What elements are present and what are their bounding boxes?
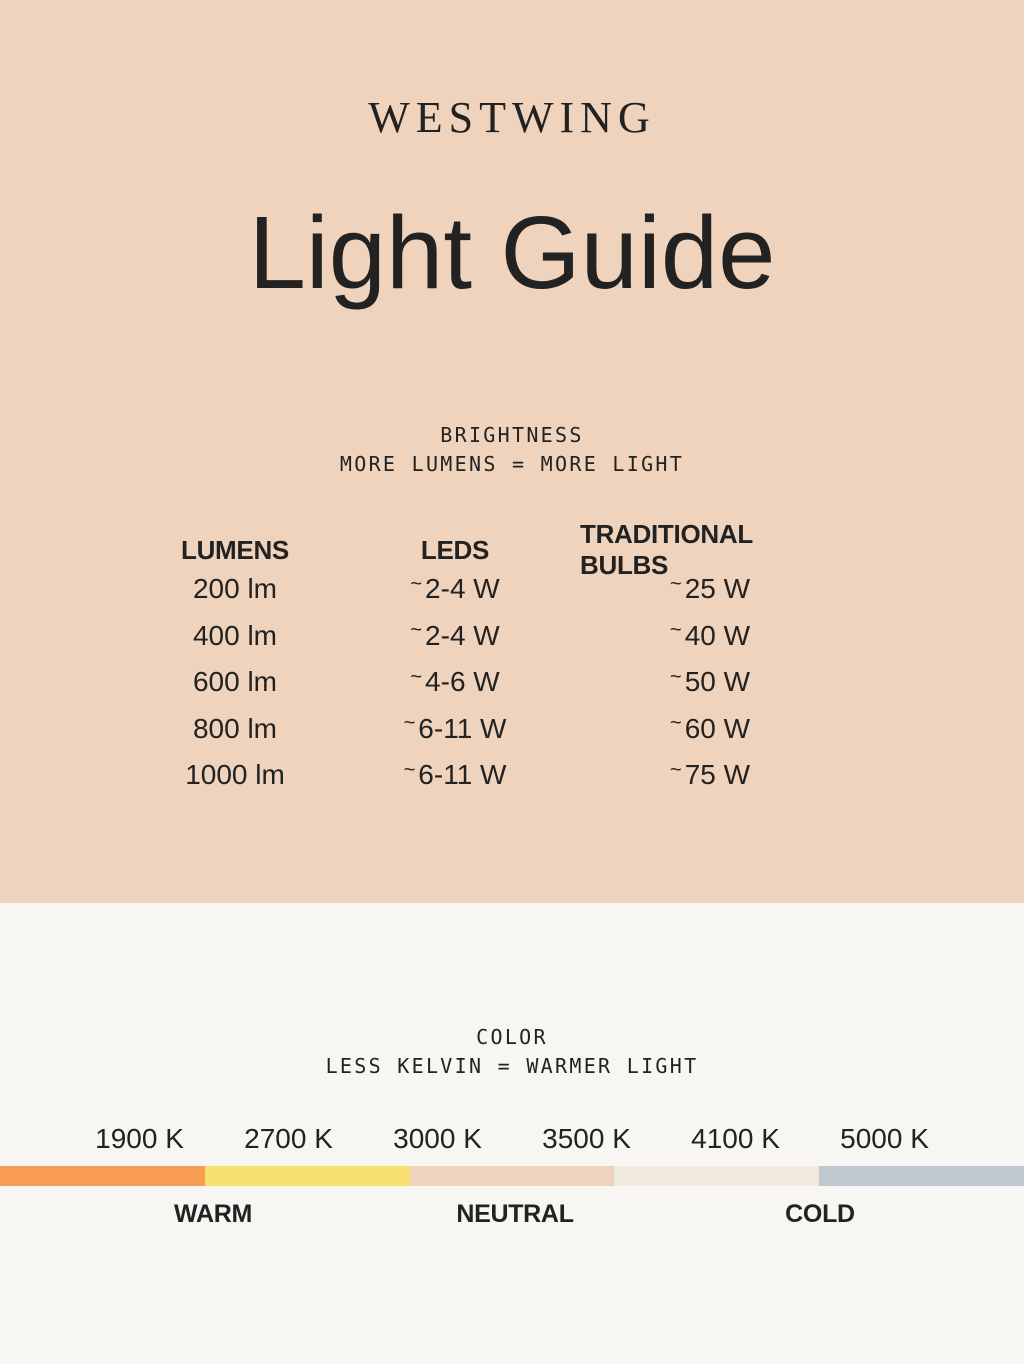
table-row	[140, 752, 840, 799]
approx-symbol: ~	[403, 712, 416, 735]
table-row	[140, 706, 840, 753]
scale-segment-cream	[614, 1166, 819, 1186]
scale-segment-cold-gray	[819, 1166, 1024, 1186]
kelvin-labels	[0, 1123, 1024, 1155]
column-header-lumens: LUMENS	[181, 534, 289, 565]
lumens-value: 200 lm	[192, 573, 278, 605]
approx-symbol: ~	[669, 572, 682, 595]
column-header-traditional-bulbs: TRADITIONAL BULBS	[580, 519, 753, 580]
approx-symbol: ~	[410, 619, 423, 642]
table-row	[140, 566, 840, 613]
kelvin-label: 3500 K	[542, 1123, 631, 1154]
table-row	[140, 659, 840, 706]
lumens-value: 800 lm	[192, 712, 278, 744]
table-header-row	[140, 519, 840, 580]
color-heading	[0, 903, 1024, 1081]
brightness-heading-line2: MORE LUMENS = MORE LIGHT	[339, 452, 685, 476]
leds-value: ~ 4-6 W	[410, 665, 500, 698]
scale-segment-warm-orange	[0, 1166, 205, 1186]
page-title: Light Guide	[248, 195, 776, 310]
table-row	[140, 613, 840, 660]
leds-value: ~ 6-11 W	[403, 758, 507, 791]
scale-segment-yellow	[205, 1166, 410, 1186]
kelvin-label: 3000 K	[393, 1123, 482, 1154]
bulbs-value: ~ 40 W	[669, 619, 751, 651]
color-temperature-scale	[0, 1166, 1024, 1186]
approx-symbol: ~	[669, 758, 682, 781]
kelvin-label: 5000 K	[840, 1123, 929, 1154]
approx-symbol: ~	[669, 619, 682, 642]
lumens-value: 1000 lm	[185, 759, 285, 791]
approx-symbol: ~	[410, 665, 423, 688]
column-header-leds: LEDS	[420, 534, 490, 565]
zone-label-neutral: NEUTRAL	[456, 1200, 574, 1228]
zone-labels	[0, 1200, 1024, 1228]
bulbs-value: ~ 50 W	[669, 665, 751, 698]
table-body	[140, 566, 840, 799]
brightness-heading-line1: BRIGHTNESS	[440, 423, 584, 447]
kelvin-label: 1900 K	[95, 1123, 184, 1154]
approx-symbol: ~	[403, 758, 416, 781]
color-section	[0, 903, 1024, 1364]
lumens-table	[140, 519, 840, 799]
lumens-value: 600 lm	[192, 666, 278, 698]
kelvin-label: 4100 K	[691, 1123, 780, 1154]
brightness-heading	[0, 421, 1024, 479]
lumens-value: 400 lm	[192, 619, 278, 651]
leds-value: ~ 2-4 W	[410, 619, 500, 651]
approx-symbol: ~	[669, 712, 682, 735]
brand-logo: WESTWING	[368, 93, 656, 142]
kelvin-label: 2700 K	[244, 1123, 333, 1154]
bulbs-value: ~ 25 W	[669, 572, 751, 605]
leds-value: ~ 2-4 W	[410, 572, 500, 605]
approx-symbol: ~	[410, 572, 423, 595]
approx-symbol: ~	[669, 665, 682, 688]
scale-segment-peach	[410, 1166, 615, 1186]
bulbs-value: ~ 75 W	[669, 758, 751, 791]
zone-label-warm: WARM	[174, 1200, 252, 1228]
leds-value: ~ 6-11 W	[403, 712, 507, 744]
zone-label-cold: COLD	[785, 1200, 855, 1228]
color-heading-line2: LESS KELVIN = WARMER LIGHT	[325, 1054, 699, 1078]
color-heading-line1: COLOR	[476, 1025, 548, 1049]
bulbs-value: ~ 60 W	[669, 712, 751, 744]
